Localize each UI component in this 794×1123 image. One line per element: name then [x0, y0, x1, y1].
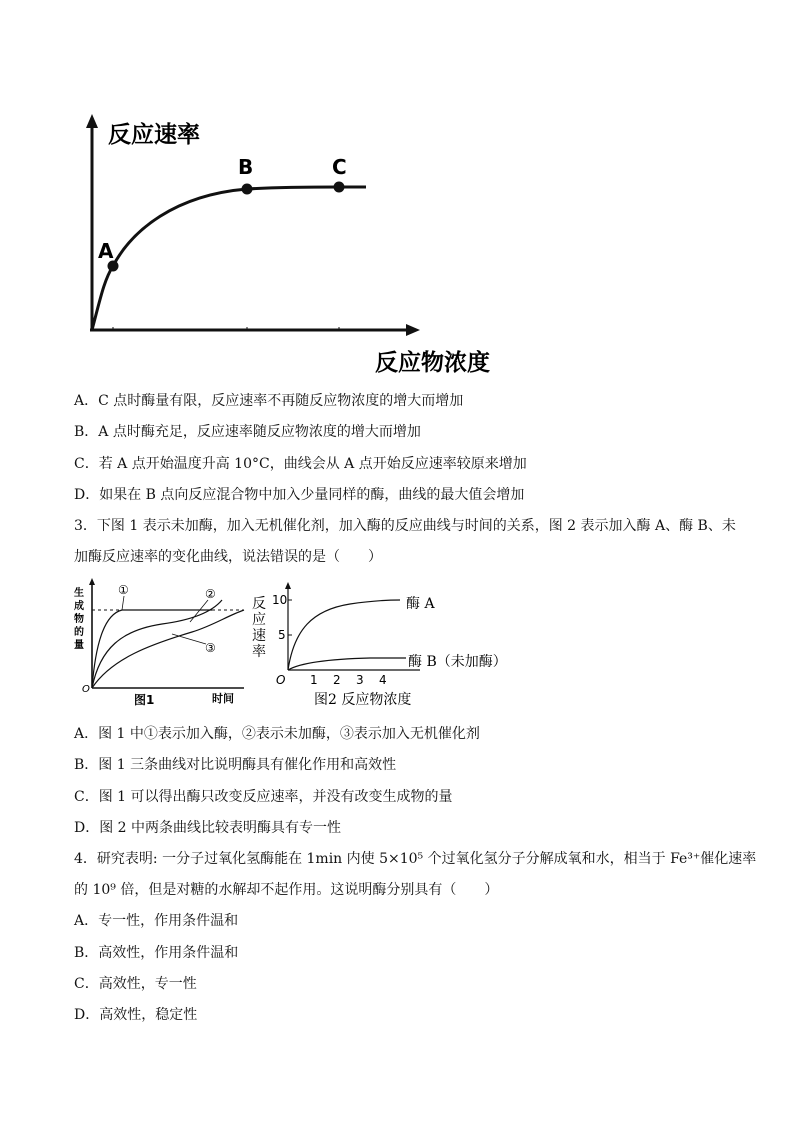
fig2-xtick: 4	[379, 673, 387, 687]
q2-option-c: C．若 A 点开始温度升高 10°C，曲线会从 A 点开始反应速率较原来增加	[74, 456, 527, 472]
fig1-ylabel-char: 的	[74, 627, 84, 638]
rate-concentration-chart	[70, 110, 510, 380]
q3-option-a: A．图 1 中①表示加入酶，②表示未加酶，③表示加入无机催化剂	[74, 726, 480, 742]
fig2-ytick: 10	[272, 593, 288, 607]
q2-option-a: A．C 点时酶量有限，反应速率不再随反应物浓度的增大而增加	[74, 393, 464, 409]
fig2-ylabel-char: 速	[252, 628, 266, 644]
fig2-ylabel-char: 率	[252, 644, 266, 660]
fig2-curve-a-label: 酶 A	[406, 596, 435, 612]
y-axis-label: 反应速率	[108, 121, 200, 148]
fig2-curve-enzyme-b	[288, 658, 406, 670]
point-b	[242, 184, 253, 195]
fig2-caption: 图2 反应物浓度	[314, 692, 412, 708]
q4-option-a: A．专一性，作用条件温和	[74, 913, 239, 929]
q4-stem-line1: 4．研究表明: 一分子过氧化氢酶能在 1min 内使 5×10⁵ 个过氧化氢分子分解成氧和水，相当于 Fe³⁺催化速率	[74, 851, 757, 867]
fig2-origin: O	[276, 673, 286, 687]
point-a-label: A	[98, 239, 114, 263]
fig2-ylabel-char: 反	[252, 596, 266, 612]
x-axis-arrow	[406, 324, 420, 336]
q2-option-b: B．A 点时酶充足，反应速率随反应物浓度的增大而增加	[74, 424, 421, 440]
x-axis-label: 反应物浓度	[375, 349, 490, 376]
fig1-ylabel-char: 成	[74, 601, 84, 612]
fig2-xtick: 2	[333, 673, 341, 687]
q4-option-b: B．高效性，作用条件温和	[74, 945, 239, 961]
q3-option-b: B．图 1 三条曲线对比说明酶具有催化作用和高效性	[74, 757, 397, 773]
fig1-origin: O	[82, 684, 90, 695]
q2-option-d: D．如果在 B 点向反应混合物中加入少量同样的酶，曲线的最大值会增加	[74, 487, 525, 503]
fig1-curve-3	[92, 610, 244, 688]
fig1-caption: 图1	[134, 693, 155, 706]
fig1-curve-3-label: ③	[205, 641, 216, 655]
q3-option-d: D．图 2 中两条曲线比较表明酶具有专一性	[74, 820, 342, 836]
point-c	[334, 182, 345, 193]
fig1-curve-1-label: ①	[118, 583, 129, 597]
fig2-ytick: 5	[278, 628, 286, 642]
fig1-ylabel-char: 物	[74, 614, 84, 625]
fig2-xtick: 3	[356, 673, 364, 687]
q4-option-c: C．高效性，专一性	[74, 976, 197, 992]
figure-1	[72, 578, 252, 706]
q3-stem-line2: 加酶反应速率的变化曲线，说法错误的是（ ）	[74, 549, 382, 565]
y-axis-arrow	[86, 114, 98, 128]
fig1-ylabel-char: 生	[74, 588, 84, 599]
rate-curve	[92, 187, 366, 330]
q3-stem-line1: 3．下图 1 表示未加酶，加入无机催化剂，加入酶的反应曲线与时间的关系，图 2 表示加入酶 A、酶 B、未	[74, 518, 736, 534]
fig1-curve-2-label: ②	[205, 587, 216, 601]
fig1-ylabel-char: 量	[74, 640, 84, 651]
figure-2	[250, 580, 510, 710]
q4-option-d: D．高效性，稳定性	[74, 1007, 198, 1023]
q3-option-c: C．图 1 可以得出酶只改变反应速率，并没有改变生成物的量	[74, 789, 453, 805]
fig2-curve-b-label: 酶 B（未加酶）	[408, 654, 507, 670]
point-b-label: B	[238, 155, 254, 179]
fig2-ylabel-char: 应	[252, 612, 266, 628]
fig1-xlabel: 时间	[212, 692, 234, 705]
fig2-xtick: 1	[310, 673, 318, 687]
q4-stem-line2: 的 10⁹ 倍，但是对糖的水解却不起作用。这说明酶分别具有（ ）	[74, 882, 499, 898]
point-c-label: C	[332, 155, 347, 179]
